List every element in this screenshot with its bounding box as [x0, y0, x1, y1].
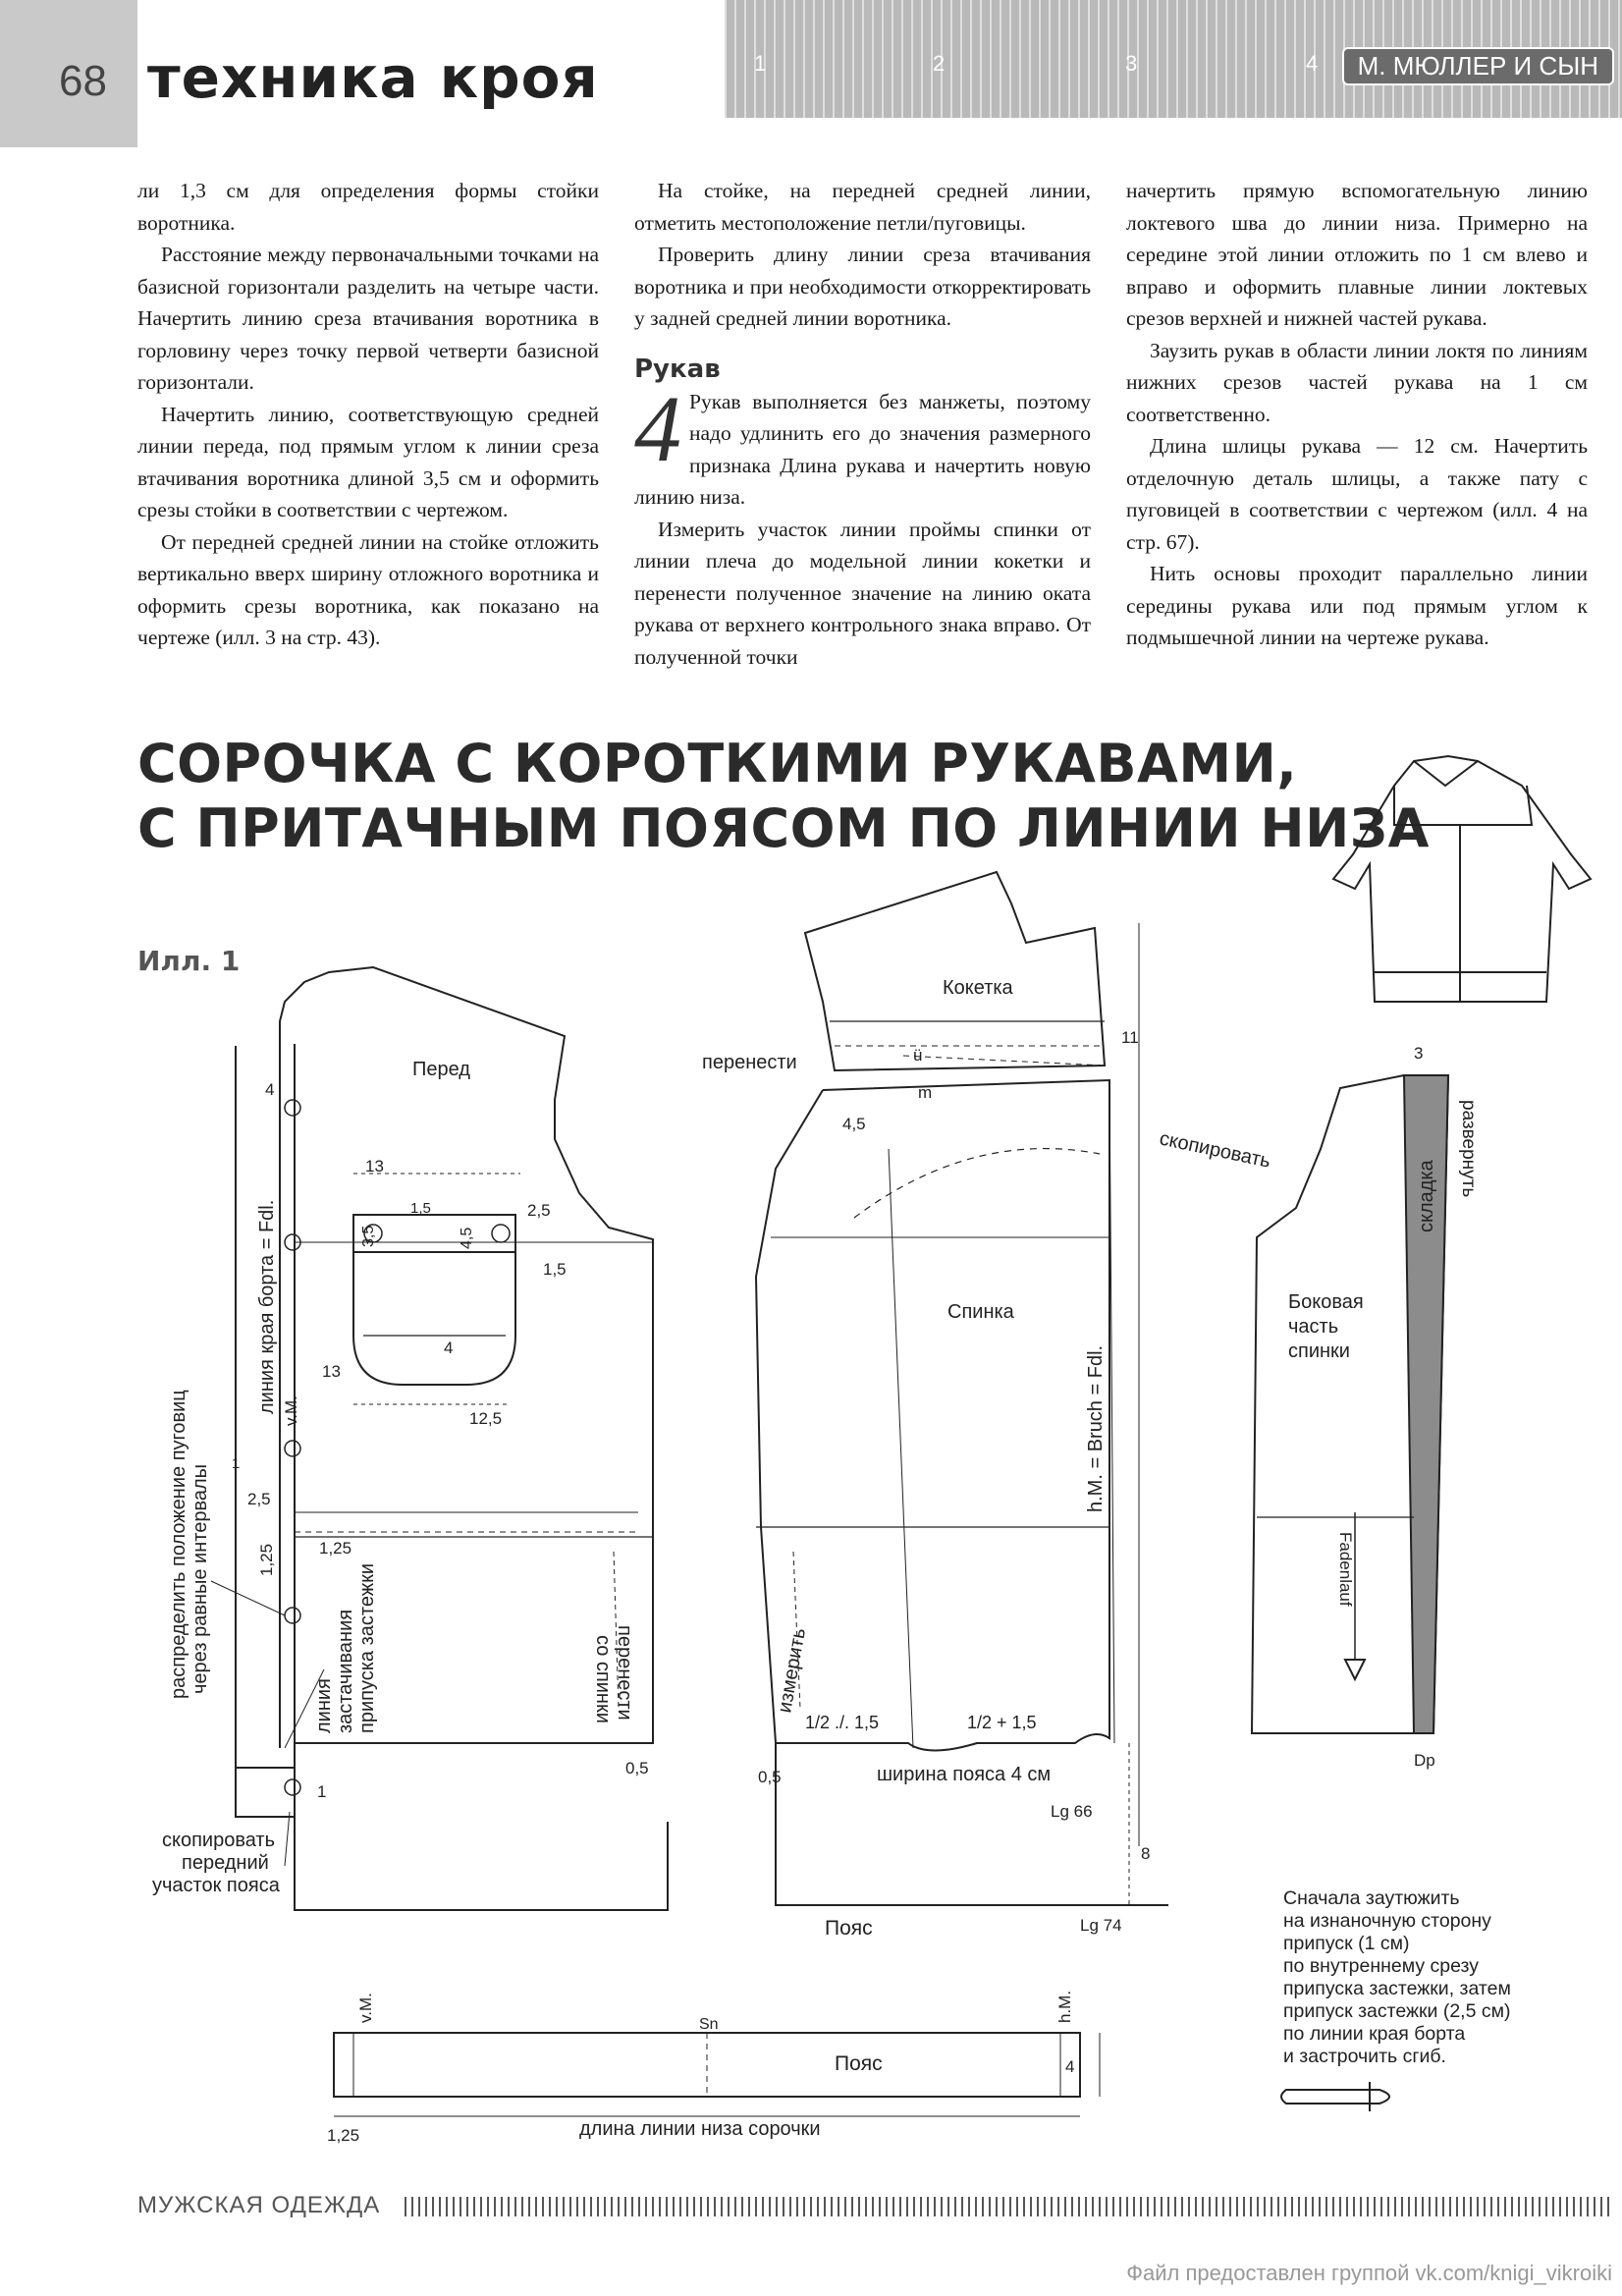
- label-back: Спинка: [947, 1301, 1014, 1323]
- paragraph: От передней средней линии на стойке отложить вертикально вверх ширину отложного воротника и оформить срезы воротника, как показано на чертеже (илл. 3 на стр. 43).: [137, 529, 599, 649]
- illustration-label: Илл. 1: [137, 945, 241, 977]
- label-side-back: Боковая: [1288, 1291, 1364, 1313]
- note-line: по внутреннему срезу: [1283, 1955, 1479, 1977]
- label-lg66: Lg 66: [1051, 1802, 1093, 1821]
- label-dp: Dp: [1414, 1751, 1435, 1770]
- label-lg74: Lg 74: [1080, 1916, 1122, 1935]
- label-measure: измерить: [774, 1626, 811, 1715]
- label-copy: скопировать: [1157, 1127, 1273, 1173]
- label-front: Перед: [412, 1059, 470, 1080]
- label-side-back: часть: [1288, 1316, 1339, 1338]
- label-stitch-line: припуска застежки: [356, 1562, 378, 1733]
- label-vm: v.M.: [356, 1993, 375, 2023]
- label-copy-front: передний: [182, 1852, 269, 1874]
- paragraph: Начертить линию, соответствующую средней линии переда, под прямым углом к линии среза втачивания воротника длиной 3,5 см и оформить срезы стойки в соответствии с чертежом.: [137, 402, 599, 521]
- back-piece: [756, 923, 1168, 1905]
- dim-4-5: 4,5: [459, 1227, 475, 1249]
- label-front-edge-line: линия края борта = Fdl.: [256, 1199, 278, 1414]
- label-hem-length: длина линии низа сорочки: [579, 2118, 821, 2140]
- label-transfer-back: перенести: [614, 1625, 635, 1721]
- subheading-sleeve: Рукав: [634, 354, 721, 384]
- paragraph-text: Рукав выполняется без манжеты, поэтому надо удлинить его до значения размерного признака Длина рукава и начертить новую линию низа.: [634, 389, 1091, 509]
- dim-2-5: 2,5: [527, 1201, 551, 1220]
- label-unfold: развернуть: [1458, 1100, 1479, 1198]
- article-title-line: С ПРИТАЧНЫМ ПОЯСОМ ПО ЛИНИИ НИЗА: [137, 797, 1430, 859]
- dim-1-5: 1,5: [543, 1260, 567, 1279]
- label-half-minus: 1/2 ./. 1,5: [805, 1713, 880, 1732]
- dim-11: 11: [1121, 1028, 1139, 1047]
- dim-4-5: 4,5: [842, 1115, 866, 1133]
- label-m: m: [918, 1083, 933, 1102]
- label-copy-front: скопировать: [162, 1830, 276, 1851]
- dim-13: 13: [322, 1362, 341, 1381]
- note-line: припуск (1 см): [1283, 1933, 1410, 1954]
- label-side-back: спинки: [1288, 1340, 1350, 1362]
- label-transfer-back: со спинки: [592, 1635, 614, 1723]
- dropcap-number: 4: [634, 375, 681, 481]
- paragraph: Длина шлицы рукава — 12 см. Начертить отделочную деталь шлицы, а также пату с пуговицей в соответствии с чертежом (илл. 4 на стр. 67).: [1126, 434, 1588, 554]
- paragraph: начертить прямую вспомогательную линию локтевого шва до линии низа. Примерно на середине этой линии отложить по 1 см влево и вправо и оформить плавные линии локтевых срезов верхней и нижней частей рукава.: [1126, 179, 1588, 330]
- label-belt-name: Пояс: [835, 2052, 883, 2075]
- label-belt: Пояс: [825, 1917, 873, 1940]
- footer-label: МУЖСКАЯ ОДЕЖДА: [137, 2192, 381, 2218]
- dim-13: 13: [365, 1157, 384, 1175]
- ruler-number: 4: [1306, 51, 1319, 76]
- dim-1-25: 1,25: [319, 1539, 352, 1558]
- page-footer: [137, 2192, 1610, 2221]
- dim-3-5: 3,5: [360, 1225, 377, 1247]
- label-sn: Sn: [699, 2016, 719, 2033]
- note-line: и застрочить сгиб.: [1283, 2046, 1446, 2067]
- dim-4: 4: [265, 1080, 275, 1099]
- paragraph: На стойке, на передней средней линии, отметить местоположение петли/пуговицы.: [634, 179, 1091, 235]
- dim-8: 8: [1141, 1844, 1151, 1863]
- section-title: техника кроя: [147, 44, 599, 111]
- label-distribute: распределить положение пуговиц: [168, 1390, 189, 1699]
- dim-0-5: 0,5: [758, 1768, 782, 1786]
- note-line: припуска застежки, затем: [1283, 1978, 1511, 1999]
- dim-3: 3: [1414, 1044, 1424, 1063]
- credit-line: Файл предоставлен группой vk.com/knigi_vikroiki: [1126, 2261, 1612, 2285]
- dim-12-5: 12,5: [469, 1409, 503, 1428]
- dim-2-5: 2,5: [247, 1490, 271, 1508]
- label-distribute: через равные интервалы: [189, 1463, 211, 1694]
- paragraph: Проверить длину линии среза втачивания воротника и при необходимости откорректировать у задней средней линии воротника.: [634, 243, 1091, 330]
- label-u: ü: [913, 1046, 923, 1065]
- dim-1: 1: [317, 1782, 327, 1801]
- page-number: 68: [59, 57, 107, 105]
- label-yoke: Кокетка: [943, 977, 1013, 999]
- footer-decoration: [405, 2197, 1612, 2216]
- dim-1-5: 1,5: [410, 1200, 431, 1217]
- paragraph: Заузить рукав в области линии локтя по линиям нижних срезов частей рукава на 1 см соответственно.: [1126, 338, 1588, 426]
- instruction-note: [1283, 1887, 1578, 2068]
- ruler-number: 2: [933, 51, 946, 76]
- label-copy-front: участок пояса: [152, 1875, 280, 1896]
- dim-1-25: 1,25: [257, 1543, 276, 1576]
- label-fold: складка: [1416, 1160, 1437, 1232]
- dim-1: 1: [232, 1455, 241, 1472]
- note-line: по линии края борта: [1283, 2023, 1466, 2045]
- note-line: припуск застежки (2,5 см): [1283, 2000, 1511, 2022]
- dim-4: 4: [1065, 2057, 1075, 2076]
- paragraph: Расстояние между первоначальными точками на базисной горизонтали разделить на четыре части. Начертить линию среза втачивания воротника в горловину через точку первой четверти базисной горизонтали.: [137, 243, 599, 394]
- note-line: Сначала заутюжить: [1283, 1887, 1460, 1909]
- belt-piece: [334, 2033, 1100, 2116]
- paragraph: Измерить участок линии проймы спинки от линии плеча до модельной линии кокетки и перенести полученное значение на линию оката рукава от верхнего контрольного знака вправо. От полученной точки: [634, 517, 1091, 669]
- article-title-line: СОРОЧКА С КОРОТКИМИ РУКАВАМИ,: [137, 733, 1298, 794]
- label-transfer: перенести: [702, 1052, 797, 1073]
- dim-1-25: 1,25: [327, 2126, 360, 2145]
- label-back-center: h.M. = Bruch = Fdl.: [1085, 1344, 1107, 1512]
- dim-4: 4: [444, 1339, 454, 1357]
- label-vm: v.M.: [282, 1395, 300, 1426]
- label-stitch-line: линия: [313, 1678, 335, 1733]
- ruler-number: 1: [754, 51, 767, 76]
- brand-label: М. МЮЛЛЕР И СЫН: [1342, 47, 1614, 85]
- label-half-plus: 1/2 + 1,5: [967, 1713, 1037, 1732]
- yoke-piece: [805, 872, 1105, 1070]
- note-line: на изнаночную сторону: [1283, 1910, 1491, 1932]
- label-grain: Fadenlauf: [1336, 1532, 1355, 1607]
- fold-symbol: [1281, 2082, 1389, 2111]
- paragraph: ли 1,3 см для определения формы стойки воротника.: [137, 179, 599, 235]
- paragraph: Нить основы проходит параллельно линии середины рукава или под прямым углом к подмышечной линии на чертеже рукава.: [1126, 562, 1588, 649]
- label-stitch-line: застачивания: [335, 1609, 356, 1733]
- shirt-sketch: [1333, 756, 1591, 1002]
- label-belt-width: ширина пояса 4 см: [877, 1764, 1052, 1785]
- dim-0-5: 0,5: [625, 1759, 649, 1777]
- label-hm: h.M.: [1055, 1990, 1074, 2023]
- ruler-number: 3: [1125, 51, 1138, 76]
